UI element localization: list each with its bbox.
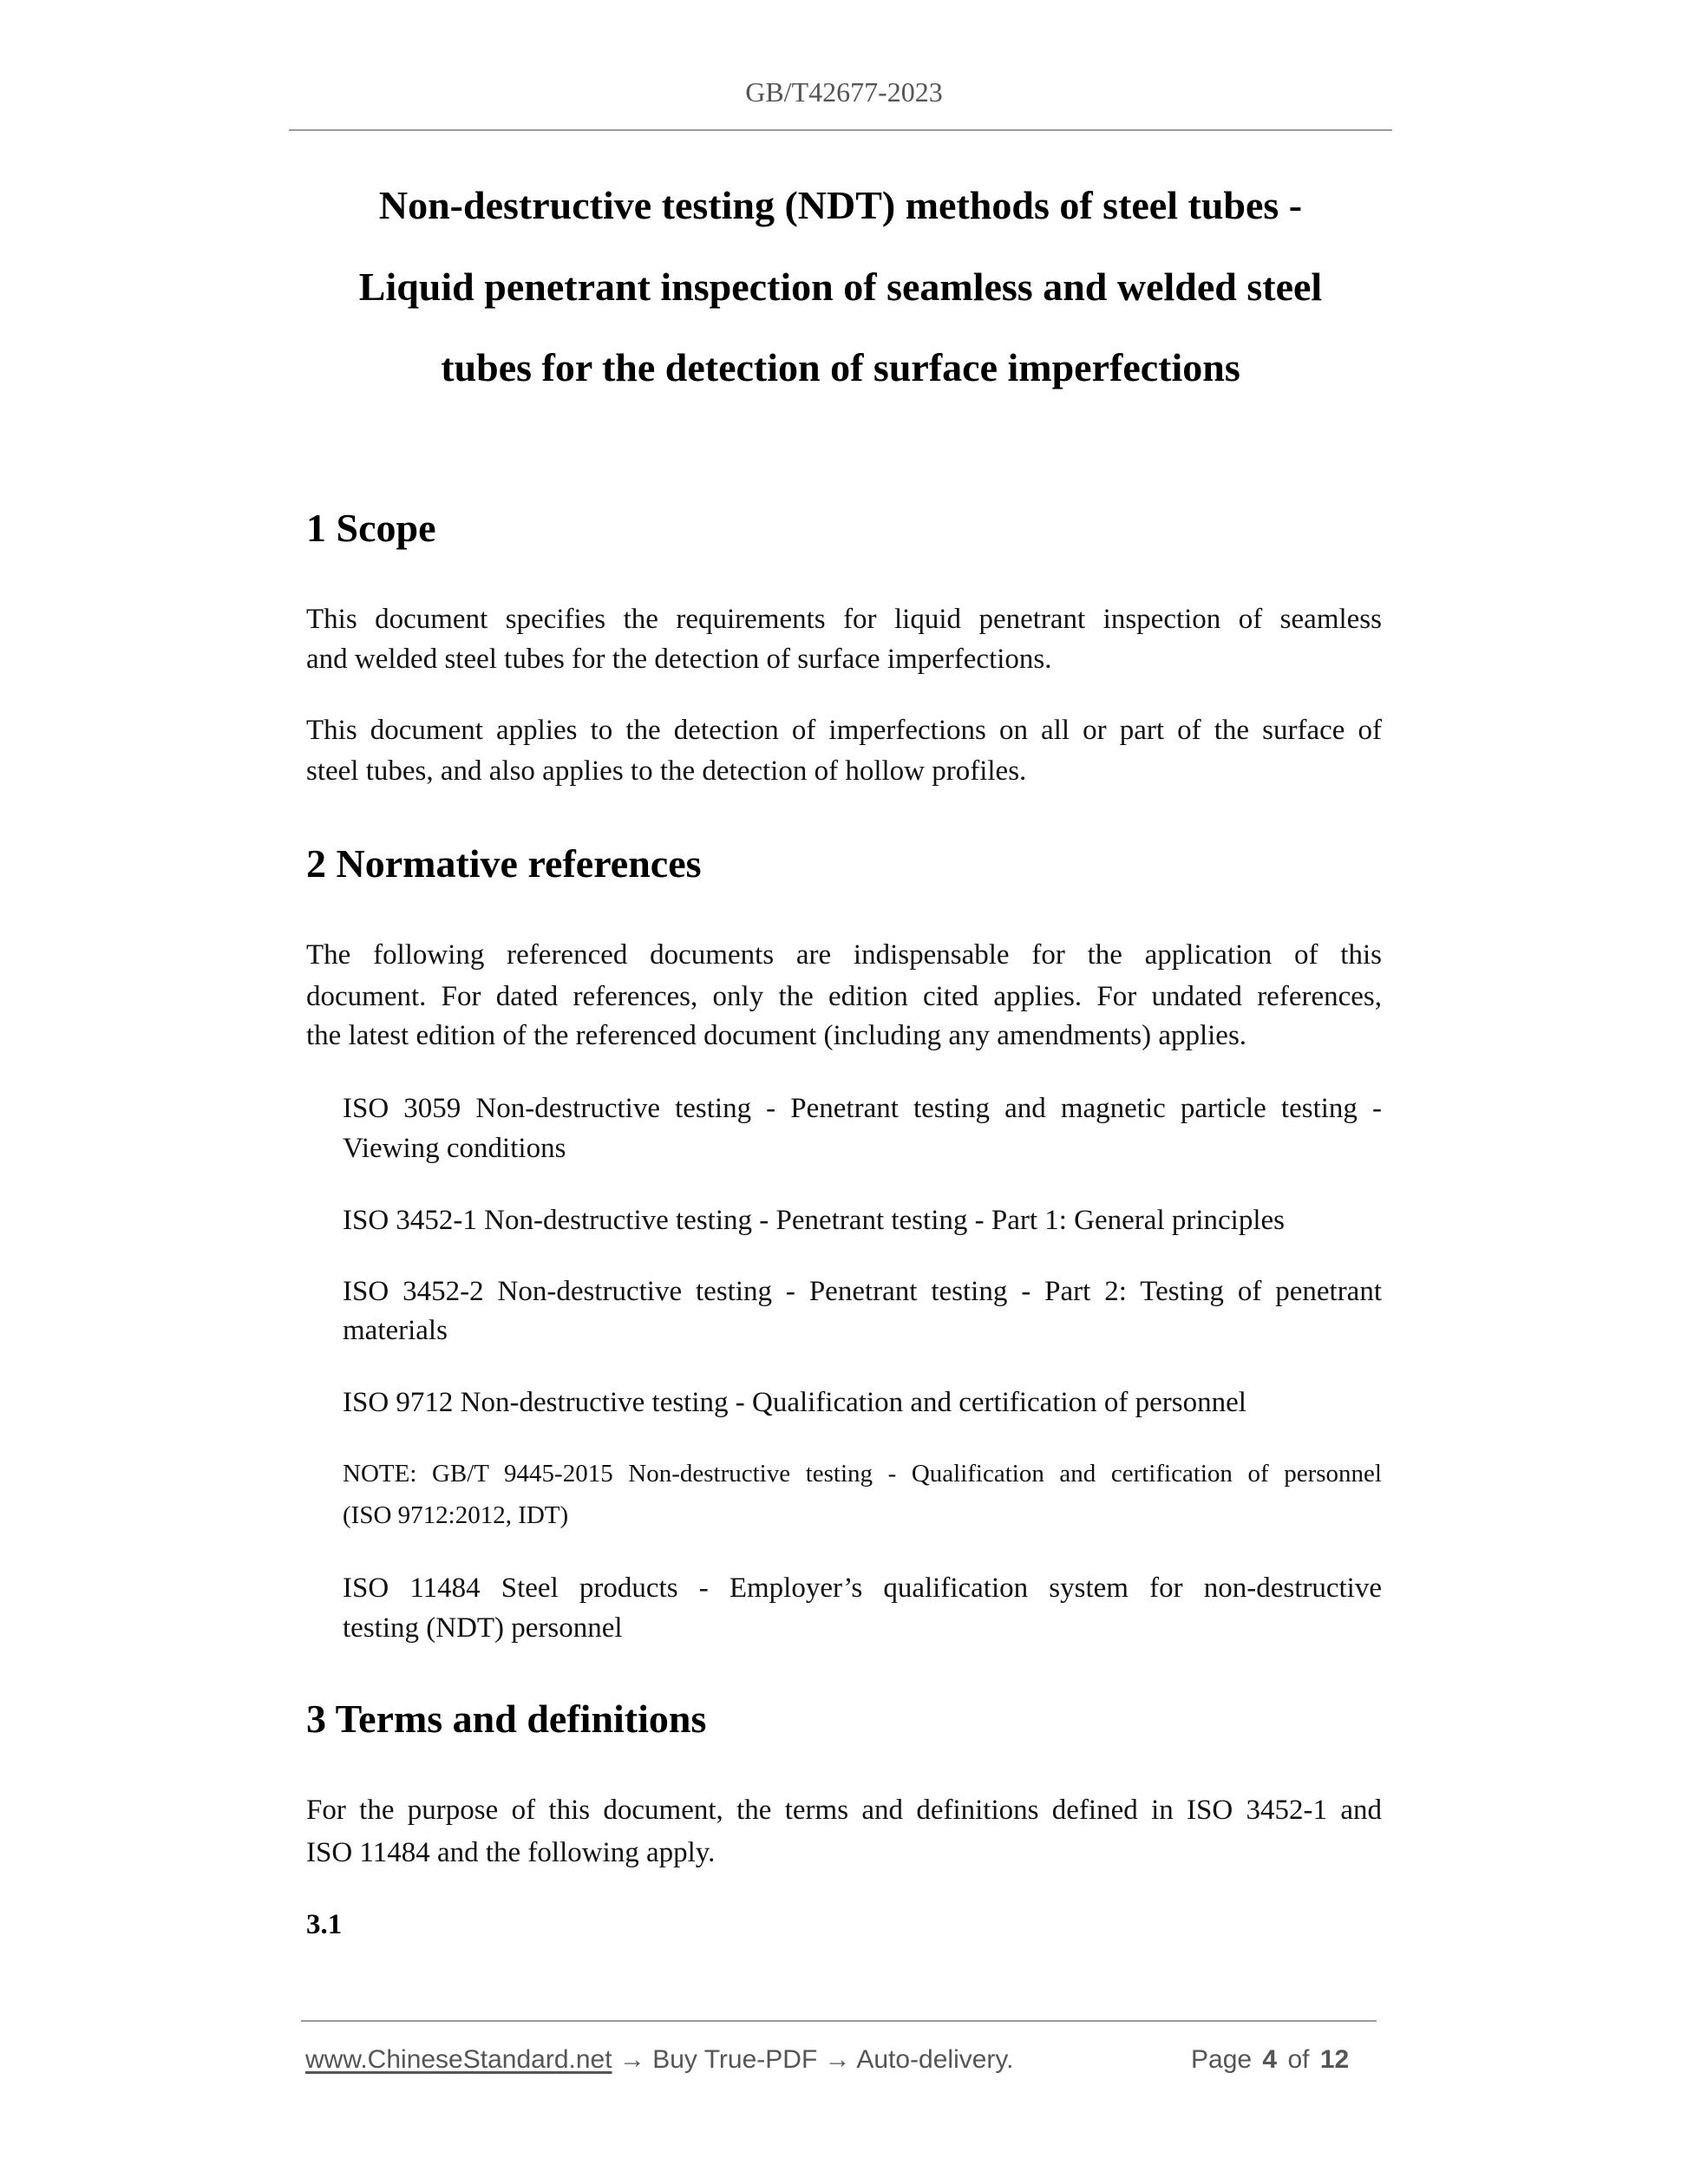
arrow-right-icon: → [618,2045,645,2074]
page-label: Page [1191,2045,1253,2074]
section-heading: 2 Normative references [306,841,702,886]
section-heading: 3 Terms and definitions [306,1697,707,1741]
website-link[interactable]: www.ChineseStandard.net [305,2045,612,2074]
of-label: of [1287,2045,1310,2074]
total-page-count: 12 [1319,2045,1350,2074]
title-line: tubes for the detection of surface imperfections [441,345,1240,389]
document-code-header: GB/T42677-2023 [745,76,943,108]
auto-delivery-text: Auto-delivery. [856,2045,1014,2074]
paragraph-line: and welded steel tubes for the detection of surface imperfections. [306,644,1052,675]
section-heading: 1 Scope [306,506,436,550]
current-page-number: 4 [1262,2045,1278,2074]
page-indicator [1191,2043,1349,2077]
reference-line: ISO 9712 Non-destructive testing - Qualification and certification of personnel [343,1387,1246,1418]
reference-line: ISO 3452-1 Non-destructive testing - Penetrant testing - Part 1: General principles [343,1205,1285,1236]
subclause-number: 3.1 [306,1909,343,1940]
arrow-right-icon: → [824,2045,851,2074]
note-line: NOTE: GB/T 9445-2015 Non-destructive testing - Qualification and certification of personnel [343,1460,1382,1488]
reference-line: Viewing conditions [343,1133,566,1164]
paragraph-line: The following referenced documents are indispensable for the application of this [306,939,1382,971]
paragraph-line: the latest edition of the referenced document (including any amendments) applies. [306,1020,1247,1051]
reference-line: materials [343,1315,448,1346]
title-line: Liquid penetrant inspection of seamless and welded steel [358,265,1323,309]
reference-line: ISO 11484 Steel products - Employer’s qualification system for non-destructive [343,1573,1382,1604]
paragraph-line: document. For dated references, only the edition cited applies. For undated references, [306,981,1382,1012]
note-line: (ISO 9712:2012, IDT) [343,1501,569,1529]
title-line: Non-destructive testing (NDT) methods of steel tubes - [378,183,1303,227]
paragraph-line: steel tubes, and also applies to the detection of hollow profiles. [306,755,1027,787]
footer-divider [301,2020,1377,2022]
paragraph-line: ISO 11484 and the following apply. [306,1837,716,1868]
paragraph-line: For the purpose of this document, the terms and definitions defined in ISO 3452-1 and [306,1795,1382,1826]
reference-line: ISO 3452-2 Non-destructive testing - Penetrant testing - Part 2: Testing of penetrant [343,1276,1382,1307]
reference-line: ISO 3059 Non-destructive testing - Penetrant testing and magnetic particle testing - [343,1093,1382,1124]
paragraph-line: This document specifies the requirements for liquid penetrant inspection of seamless [306,604,1382,635]
reference-line: testing (NDT) personnel [343,1612,623,1644]
paragraph-line: This document applies to the detection of imperfections on all or part of the surface of [306,715,1382,746]
header-divider [289,129,1392,131]
footer-promo [305,2043,1014,2077]
buy-true-pdf-text: Buy True-PDF [652,2045,818,2074]
